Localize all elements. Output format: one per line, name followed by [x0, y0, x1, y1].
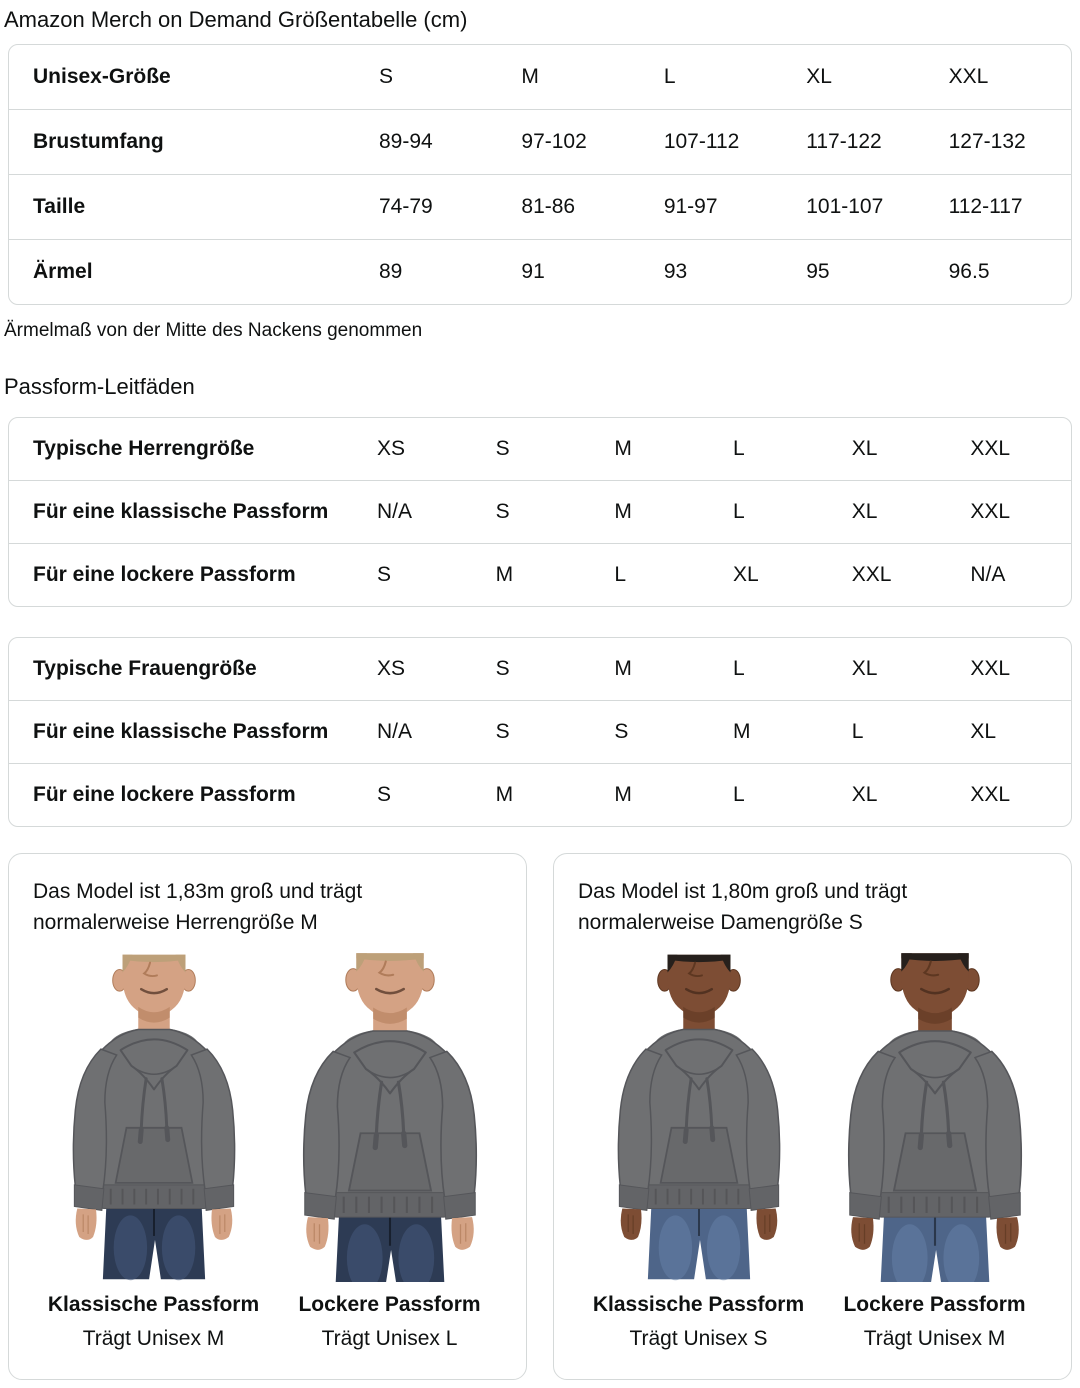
row-value: XL — [851, 657, 878, 680]
model-description: Das Model ist 1,83m groß und trägt normalerweise Herrengröße M — [33, 880, 363, 934]
row-label: Für eine lockere Passform — [33, 783, 296, 806]
row-value: 93 — [663, 260, 688, 283]
row-value: XXL — [948, 65, 989, 88]
model-card-men — [8, 853, 527, 1380]
model-card-women — [553, 853, 1072, 1380]
row-value: L — [614, 563, 627, 586]
row-value: M — [495, 563, 514, 586]
row-value: 101-107 — [806, 195, 884, 218]
row-value: M — [614, 657, 632, 680]
row-value: 97-102 — [521, 130, 587, 153]
row-value: S — [377, 783, 392, 806]
row-value: XL — [806, 65, 832, 88]
fit-label: Klassische Passform — [592, 1293, 805, 1316]
row-value: L — [733, 657, 745, 680]
row-label: Typische Herrengröße — [33, 437, 255, 460]
row-value: S — [614, 720, 629, 743]
row-value: XL — [733, 563, 759, 586]
row-value: XL — [851, 500, 878, 523]
row-value: M — [521, 65, 539, 88]
row-value: N/A — [377, 720, 413, 743]
table-row — [9, 480, 1071, 543]
table-row — [9, 543, 1071, 606]
row-value: XXL — [970, 783, 1011, 806]
row-value: 89 — [379, 260, 403, 283]
row-label: Typische Frauengröße — [33, 657, 257, 680]
row-value: L — [663, 65, 676, 88]
row-value: 117-122 — [806, 130, 882, 153]
row-value: L — [851, 720, 864, 743]
size-table — [8, 44, 1072, 305]
row-value: S — [377, 563, 392, 586]
row-label: Brustumfang — [33, 130, 164, 153]
figure-block — [272, 952, 508, 1352]
figure-block — [581, 952, 817, 1352]
row-label: Für eine klassische Passform — [33, 500, 329, 523]
hoodie-figure-svg — [272, 952, 508, 1282]
row-value: XXL — [970, 657, 1011, 680]
row-value: XL — [851, 437, 878, 460]
table-row — [9, 638, 1071, 700]
row-value: 96.5 — [948, 260, 990, 283]
size-label: Trägt Unisex M — [863, 1327, 1006, 1350]
row-value: M — [614, 783, 632, 806]
model-figures — [578, 952, 1055, 1352]
row-label: Unisex-Größe — [33, 65, 171, 88]
figure-block — [817, 952, 1053, 1352]
fit-label: Lockere Passform — [843, 1293, 1026, 1316]
hoodie-figure-svg — [36, 952, 272, 1282]
row-value: 89-94 — [379, 130, 433, 153]
row-value: M — [733, 720, 751, 743]
row-label: Taille — [33, 195, 86, 218]
model-cards — [8, 853, 1072, 1380]
row-value: XS — [377, 657, 406, 680]
size-label: Trägt Unisex L — [321, 1327, 458, 1350]
table-row — [9, 239, 1071, 304]
size-label: Trägt Unisex S — [629, 1327, 768, 1350]
model-photo — [581, 952, 817, 1282]
fit-guides-title: Passform-Leitfäden — [4, 374, 195, 399]
row-value: XXL — [851, 563, 892, 586]
row-value: 81-86 — [521, 195, 576, 218]
row-value: N/A — [970, 563, 1006, 586]
model-photo — [817, 952, 1053, 1282]
table-row — [9, 174, 1071, 239]
row-value: 74-79 — [379, 195, 433, 218]
model-description: Das Model ist 1,80m groß und trägt normalerweise Damengröße S — [578, 880, 908, 934]
fit-label: Klassische Passform — [47, 1293, 260, 1316]
row-value: XXL — [970, 437, 1011, 460]
row-value: XL — [851, 783, 878, 806]
table-row — [9, 418, 1071, 480]
row-value: 91-97 — [663, 195, 718, 218]
row-value: XXL — [970, 500, 1011, 523]
fit-table-men — [8, 417, 1072, 607]
row-value: XS — [377, 437, 406, 460]
row-value: M — [614, 437, 632, 460]
row-value: S — [495, 500, 510, 523]
size-table-note: Ärmelmaß von der Mitte des Nackens genommen — [4, 320, 423, 341]
fit-label: Lockere Passform — [298, 1293, 481, 1316]
model-photo — [272, 952, 508, 1282]
model-figures — [33, 952, 510, 1352]
row-label: Ärmel — [33, 260, 93, 283]
row-value: 112-117 — [948, 195, 1023, 218]
page-title: Amazon Merch on Demand Größentabelle (cm) — [4, 7, 468, 32]
model-photo — [36, 952, 272, 1282]
row-label: Für eine klassische Passform — [33, 720, 329, 743]
row-value: XL — [970, 720, 997, 743]
hoodie-figure-svg — [581, 952, 817, 1282]
row-value: L — [733, 500, 745, 523]
row-label: Für eine lockere Passform — [33, 563, 296, 586]
table-row — [9, 109, 1071, 174]
row-value: S — [495, 720, 510, 743]
row-value: M — [614, 500, 632, 523]
row-value: 95 — [806, 260, 830, 283]
row-value: S — [495, 437, 510, 460]
row-value: M — [495, 783, 514, 806]
row-value: 107-112 — [663, 130, 740, 153]
row-value: N/A — [377, 500, 413, 523]
hoodie-figure-svg — [817, 952, 1053, 1282]
row-value: 127-132 — [948, 130, 1026, 153]
table-row — [9, 45, 1071, 109]
row-value: S — [379, 65, 394, 88]
size-label: Trägt Unisex M — [82, 1327, 225, 1350]
row-value: 91 — [521, 260, 545, 283]
table-row — [9, 763, 1071, 826]
figure-block — [36, 952, 272, 1352]
row-value: L — [733, 783, 745, 806]
table-row — [9, 700, 1071, 763]
row-value: L — [733, 437, 745, 460]
fit-table-women — [8, 637, 1072, 827]
row-value: S — [495, 657, 510, 680]
